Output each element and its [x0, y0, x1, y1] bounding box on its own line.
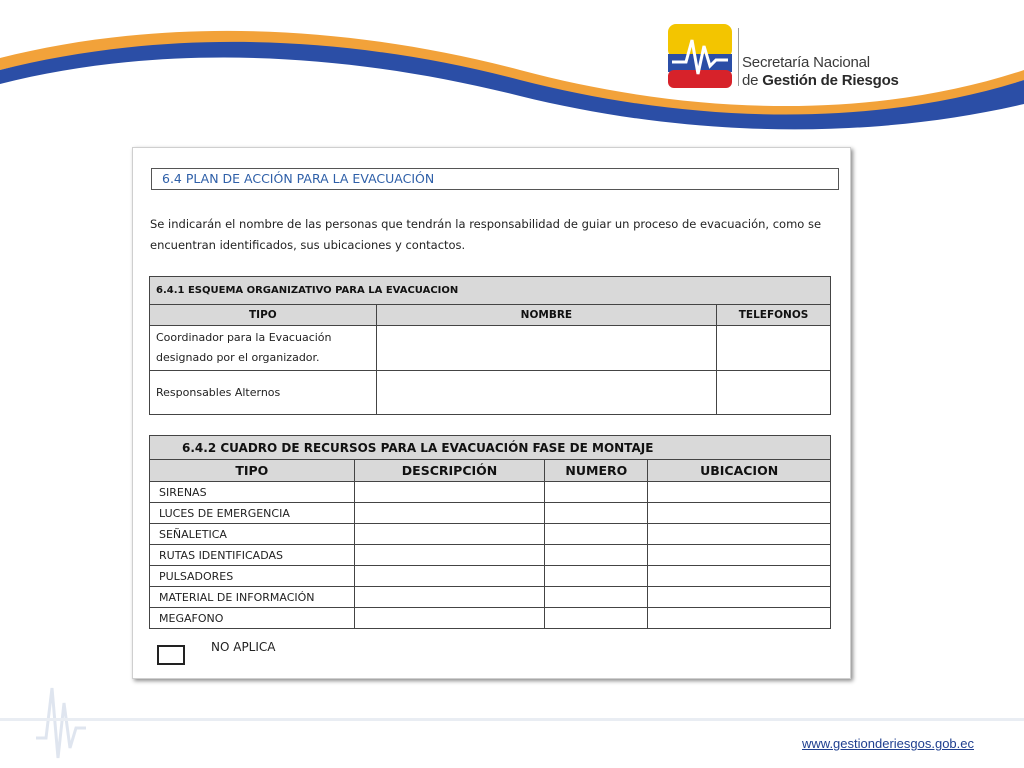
resource-name: LUCES DE EMERGENCIA [150, 503, 355, 524]
table1-cell-tipo: Responsables Alternos [150, 371, 377, 415]
resource-cell[interactable] [648, 503, 831, 524]
table-row [150, 524, 831, 545]
resource-cell[interactable] [648, 587, 831, 608]
resource-cell[interactable] [648, 608, 831, 629]
section-title: 6.4 PLAN DE ACCIÓN PARA LA EVACUACIÓN [151, 168, 839, 190]
table1-cell-telefonos[interactable] [717, 326, 831, 371]
logo-line1: Secretaría Nacional [742, 54, 870, 71]
table2-caption: 6.4.2 CUADRO DE RECURSOS PARA LA EVACUACIÓN FASE DE MONTAJE [150, 436, 831, 460]
resource-cell[interactable] [545, 524, 648, 545]
table-row [150, 326, 831, 371]
resource-cell[interactable] [545, 608, 648, 629]
resource-cell[interactable] [545, 566, 648, 587]
table1-cell-tipo: Coordinador para la Evacuación designado por el organizador. [150, 326, 377, 371]
table1-header-nombre: NOMBRE [376, 305, 716, 326]
resource-name: SIRENAS [150, 482, 355, 503]
table-row [150, 371, 831, 415]
logo-line2-prefix: de [742, 72, 759, 89]
resource-cell[interactable] [354, 545, 545, 566]
intro-paragraph: Se indicarán el nombre de las personas que tendrán la responsabilidad de guiar un proceso de evacuación, como se encuentran identificados, sus ubicaciones y contactos. [150, 217, 822, 252]
resource-cell[interactable] [354, 566, 545, 587]
table1-header-tipo: TIPO [150, 305, 377, 326]
resource-cell[interactable] [354, 524, 545, 545]
resource-name: RUTAS IDENTIFICADAS [150, 545, 355, 566]
organizational-table [149, 276, 831, 415]
table2-header-tipo: TIPO [150, 460, 355, 482]
table-row [150, 566, 831, 587]
website-link[interactable]: www.gestionderiesgos.gob.ec [802, 736, 974, 751]
resource-cell[interactable] [545, 503, 648, 524]
logo-line2 [742, 72, 899, 89]
logo [668, 24, 908, 90]
table1-header-telefonos: TELEFONOS [717, 305, 831, 326]
table1-caption: 6.4.1 ESQUEMA ORGANIZATIVO PARA LA EVACUACION [150, 277, 831, 305]
resource-cell[interactable] [545, 482, 648, 503]
resource-cell[interactable] [354, 503, 545, 524]
table1-cell-nombre[interactable] [376, 326, 716, 371]
resource-cell[interactable] [545, 587, 648, 608]
resource-name: SEÑALETICA [150, 524, 355, 545]
resources-table [149, 435, 831, 629]
table2-header-ubicacion: UBICACION [648, 460, 831, 482]
table2-header-descripcion: DESCRIPCIÓN [354, 460, 545, 482]
table1-cell-telefonos[interactable] [717, 371, 831, 415]
table-row [150, 503, 831, 524]
logo-divider [738, 28, 739, 86]
table-row [150, 587, 831, 608]
resource-cell[interactable] [354, 587, 545, 608]
resource-cell[interactable] [545, 545, 648, 566]
resource-cell[interactable] [354, 608, 545, 629]
resource-cell[interactable] [648, 545, 831, 566]
table-row [150, 545, 831, 566]
document-page [132, 147, 851, 679]
logo-line2-bold: Gestión de Riesgos [762, 72, 899, 89]
resource-name: MEGAFONO [150, 608, 355, 629]
no-aplica-label: NO APLICA [211, 640, 276, 654]
resource-name: MATERIAL DE INFORMACIÓN [150, 587, 355, 608]
resource-cell[interactable] [648, 482, 831, 503]
resource-cell[interactable] [648, 566, 831, 587]
table1-cell-nombre[interactable] [376, 371, 716, 415]
resource-name: PULSADORES [150, 566, 355, 587]
table-row [150, 608, 831, 629]
logo-mark-icon [668, 24, 732, 88]
table-row [150, 482, 831, 503]
resource-cell[interactable] [354, 482, 545, 503]
table2-header-numero: NUMERO [545, 460, 648, 482]
resource-cell[interactable] [648, 524, 831, 545]
footer-divider [0, 718, 1024, 721]
no-aplica-checkbox[interactable] [157, 645, 185, 665]
